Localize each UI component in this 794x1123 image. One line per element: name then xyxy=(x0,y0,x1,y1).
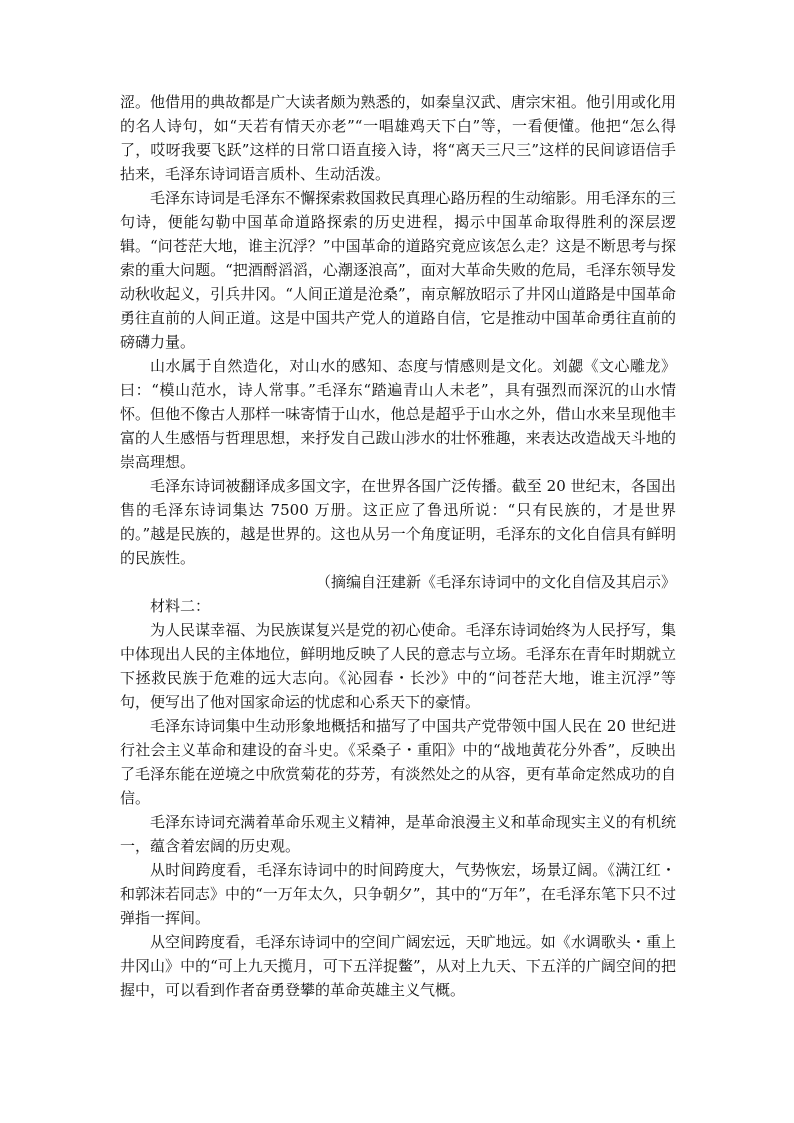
paragraph-2: 毛泽东诗词是毛泽东不懈探索救国救民真理心路历程的生动缩影。用毛泽东的三句诗，便能勾勒中国革命道路探索的历史进程，揭示中国革命取得胜利的深层逻辑。“问苍茫大地，谁主沉浮？”中国革命的道路究竟应该怎么走？这是不断思考与探索的重大问题。“把酒酹滔滔，心潮逐浪高”，面对大革命失败的危局，毛泽东领导发动秋收起义，引兵井冈。“人间正道是沧桑”，南京解放昭示了井冈山道路是中国革命勇往直前的人间正道。这是中国共产党人的道路自信，它是推动中国革命勇往直前的磅礴力量。 xyxy=(120,189,676,351)
paragraph-7: 毛泽东诗词充满着革命乐观主义精神，是革命浪漫主义和革命现实主义的有机统一，蕴含着宏阔的历史观。 xyxy=(120,813,676,855)
paragraph-4: 毛泽东诗词被翻译成多国文字，在世界各国广泛传播。截至 20 世纪末，各国出售的毛泽东诗词集达 7500 万册。这正应了鲁迅所说：“只有民族的，才是世界的。”越是民族的，越是世界的。这也从另一个角度证明，毛泽东的文化自信具有鲜明的民族性。 xyxy=(120,477,676,567)
document-page xyxy=(120,90,676,1002)
paragraph-8: 从时间跨度看，毛泽东诗词中的时间跨度大，气势恢宏，场景辽阔。《满江红・和郭沫若同志》中的“一万年太久，只争朝夕”，其中的“万年”，在毛泽东笔下只不过弹指一挥间。 xyxy=(120,861,676,927)
paragraph-9: 从空间跨度看，毛泽东诗词中的空间广阔宏远，天旷地远。如《水调歌头・重上井冈山》中的“可上九天揽月，可下五洋捉鳖”，从对上九天、下五洋的广阔空间的把握中，可以看到作者奋勇登攀的革命英雄主义气概。 xyxy=(120,933,676,999)
paragraph-5: 为人民谋幸福、为民族谋复兴是党的初心使命。毛泽东诗词始终为人民抒写，集中体现出人民的主体地位，鲜明地反映了人民的意志与立场。毛泽东在青年时期就立下拯救民族于危难的远大志向。《沁园春・长沙》中的“问苍茫大地，谁主沉浮”等句，便写出了他对国家命运的忧虑和心系天下的豪情。 xyxy=(120,621,676,711)
paragraph-1: 涩。他借用的典故都是广大读者颇为熟悉的，如秦皇汉武、唐宗宋祖。他引用或化用的名人诗句，如“天若有情天亦老”“一唱雄鸡天下白”等，一看便懂。他把“怎么得了，哎呀我要飞跃”这样的日常口语直接入诗，将“离天三尺三”这样的民间谚语信手拈来，毛泽东诗词语言质朴、生动活泼。 xyxy=(120,93,676,183)
paragraph-3: 山水属于自然造化，对山水的感知、态度与情感则是文化。刘勰《文心雕龙》曰：“模山范水，诗人常事。”毛泽东“踏遍青山人未老”，具有强烈而深沉的山水情怀。但他不像古人那样一味寄情于山水，他总是超乎于山水之外，借山水来呈现他丰富的人生感悟与哲理思想，来抒发自己跋山涉水的壮怀雅趣，来表达改造战天斗地的崇高理想。 xyxy=(120,357,676,471)
material-heading: 材料二： xyxy=(150,597,211,615)
paragraph-6: 毛泽东诗词集中生动形象地概括和描写了中国共产党带领中国人民在 20 世纪进行社会主义革命和建设的奋斗史。《采桑子・重阳》中的“战地黄花分外香”，反映出了毛泽东能在逆境之中欣赏菊花的芬芳，有淡然处之的从容，更有革命定然成功的自信。 xyxy=(120,717,676,807)
source-citation: （摘编自汪建新《毛泽东诗词中的文化自信及其启示》 xyxy=(315,573,676,591)
